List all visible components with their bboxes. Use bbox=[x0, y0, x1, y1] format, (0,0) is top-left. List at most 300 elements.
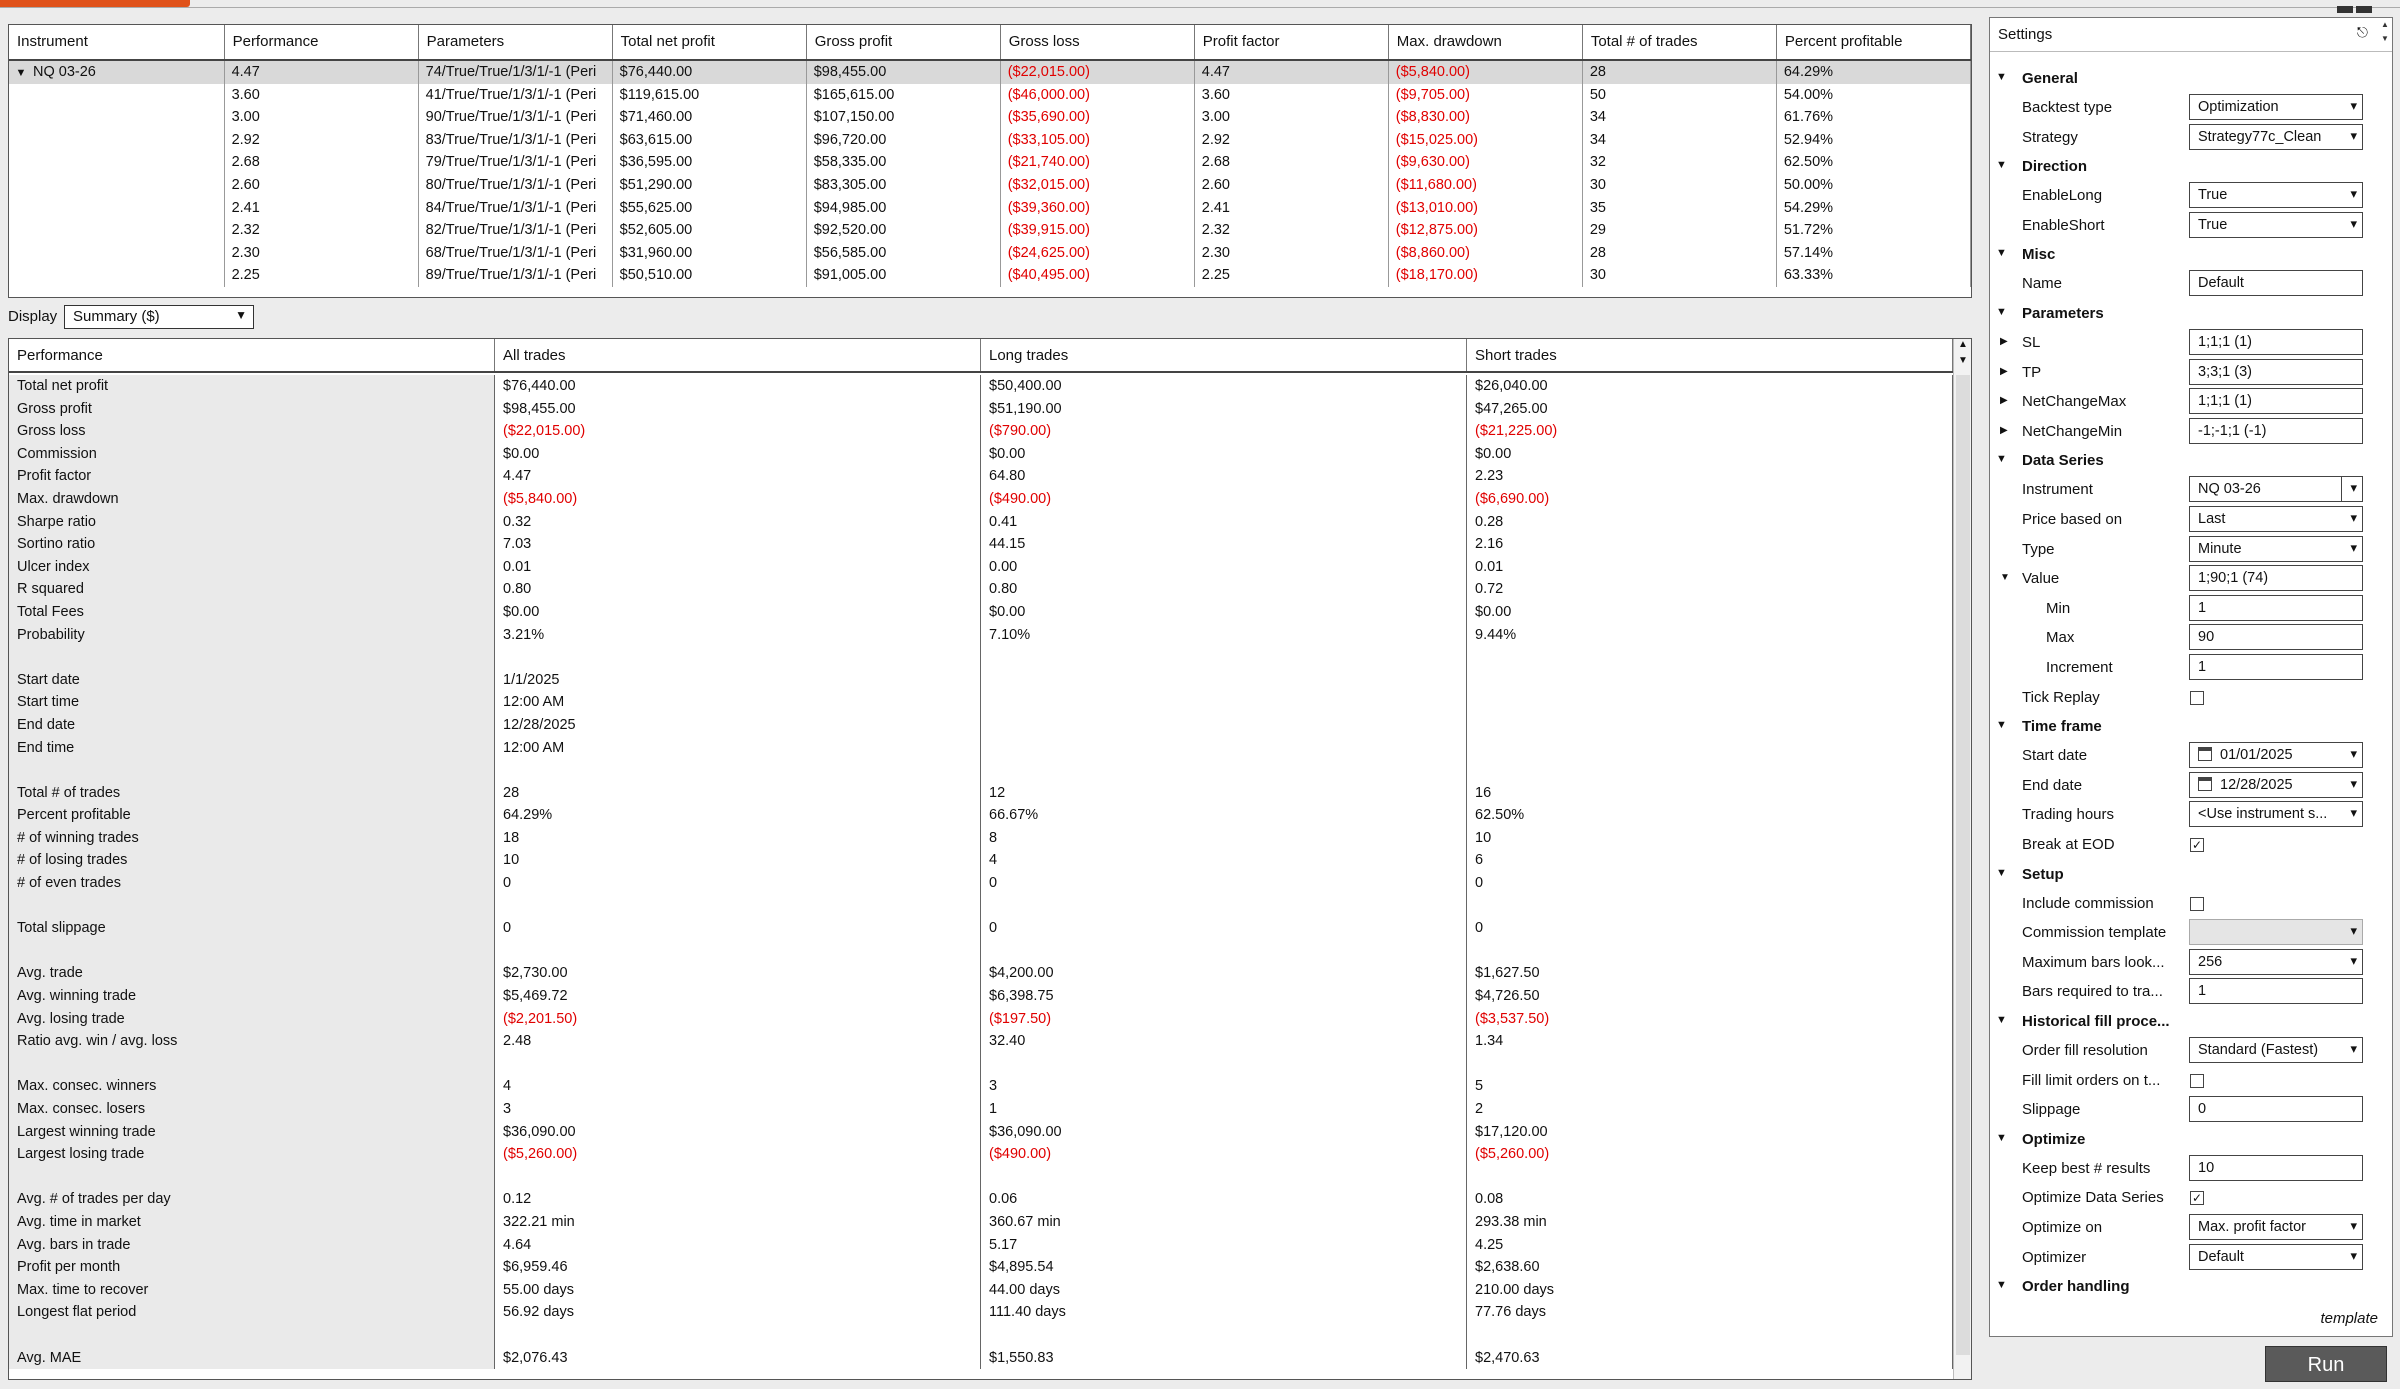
metric-value: 0 bbox=[1467, 872, 1953, 895]
close-icon[interactable] bbox=[2356, 6, 2372, 13]
results-header bbox=[9, 25, 1971, 61]
section-misc[interactable] bbox=[1990, 240, 2378, 270]
metric-label: # of losing trades bbox=[9, 849, 495, 872]
text-input[interactable] bbox=[2189, 388, 2363, 414]
metric-value: 1.34 bbox=[1467, 1030, 1953, 1053]
collapse-icon[interactable]: ▼ bbox=[1996, 453, 2007, 466]
collapse-icon[interactable]: ▼ bbox=[1996, 719, 2007, 732]
chevron-down-icon[interactable]: ▾ bbox=[2350, 480, 2357, 496]
summary-row bbox=[9, 782, 1953, 805]
column-header-3[interactable]: Total net profit bbox=[613, 25, 807, 59]
metric-value bbox=[981, 895, 1467, 918]
metric-label: Commission bbox=[9, 443, 495, 466]
table-cell: 84/True/True/1/3/1/-1 (Peri bbox=[419, 197, 613, 220]
checkbox[interactable] bbox=[2190, 1074, 2204, 1088]
chevron-down-icon[interactable]: ▾ bbox=[2350, 1247, 2357, 1263]
text-input[interactable] bbox=[2189, 418, 2363, 444]
dropdown[interactable] bbox=[2189, 1214, 2363, 1240]
setting-row bbox=[1990, 358, 2378, 388]
optimization-results-grid bbox=[8, 24, 1972, 298]
metric-value bbox=[495, 895, 981, 918]
metric-value bbox=[1467, 895, 1953, 918]
metric-value: $6,959.46 bbox=[495, 1256, 981, 1279]
chevron-down-icon[interactable]: ▾ bbox=[2350, 539, 2357, 555]
checkbox[interactable] bbox=[2190, 897, 2204, 911]
metric-value bbox=[1467, 1324, 1953, 1347]
dropdown[interactable] bbox=[2189, 182, 2363, 208]
metric-value bbox=[981, 759, 1467, 782]
table-cell: $98,455.00 bbox=[807, 61, 1001, 84]
metric-value: $2,470.63 bbox=[1467, 1347, 1953, 1370]
setting-label: SL bbox=[2022, 334, 2041, 351]
summary-row bbox=[9, 1008, 1953, 1031]
metric-value: 10 bbox=[1467, 827, 1953, 850]
metric-label: Sharpe ratio bbox=[9, 511, 495, 534]
section-general[interactable] bbox=[1990, 64, 2378, 94]
table-row[interactable] bbox=[9, 61, 1971, 84]
metric-value bbox=[981, 714, 1467, 737]
metric-value: 5 bbox=[1467, 1075, 1953, 1098]
metric-value: 0.06 bbox=[981, 1188, 1467, 1211]
metric-value: $2,638.60 bbox=[1467, 1256, 1953, 1279]
divider bbox=[2341, 477, 2342, 501]
text-input[interactable] bbox=[2189, 595, 2363, 621]
calendar-icon[interactable] bbox=[2198, 747, 2212, 761]
chevron-down-icon[interactable]: ▾ bbox=[2350, 923, 2357, 939]
metric-value: $0.00 bbox=[981, 601, 1467, 624]
section-label: Misc bbox=[2022, 246, 2056, 264]
section-setup[interactable] bbox=[1990, 860, 2378, 890]
table-cell: 3.00 bbox=[1195, 106, 1389, 129]
column-header-8[interactable]: Total # of trades bbox=[1583, 25, 1777, 59]
template-label: template bbox=[2320, 1310, 2378, 1327]
metric-label: End date bbox=[9, 714, 495, 737]
setting-row bbox=[1990, 417, 2378, 447]
control-value: Last bbox=[2198, 511, 2226, 527]
metric-label: # of even trades bbox=[9, 872, 495, 895]
table-cell: 50 bbox=[1583, 84, 1777, 107]
table-cell: 2.25 bbox=[1195, 264, 1389, 287]
control-value: 1 bbox=[2198, 659, 2207, 675]
metric-value: 4 bbox=[495, 1075, 981, 1098]
metric-value: $4,895.54 bbox=[981, 1256, 1467, 1279]
summary-row bbox=[9, 1121, 1953, 1144]
setting-label: Maximum bars look... bbox=[2022, 953, 2165, 971]
chevron-down-icon[interactable]: ▾ bbox=[2350, 127, 2357, 143]
settings-scroll-icon[interactable]: ▲ ▼ bbox=[2381, 20, 2389, 43]
table-row[interactable] bbox=[9, 264, 1971, 287]
collapse-icon[interactable]: ▼ bbox=[1996, 1014, 2007, 1026]
setting-row bbox=[1990, 1183, 2378, 1213]
summary-row bbox=[9, 1053, 1953, 1076]
summary-body bbox=[9, 375, 1953, 1369]
table-cell: 2.60 bbox=[1195, 174, 1389, 197]
scroll-thumb[interactable] bbox=[1956, 375, 1970, 1355]
table-cell: $56,585.00 bbox=[807, 242, 1001, 265]
metric-value: 0 bbox=[495, 872, 981, 895]
dropdown[interactable] bbox=[2189, 536, 2363, 562]
table-cell: 54.29% bbox=[1777, 197, 1971, 220]
table-cell: 57.14% bbox=[1777, 242, 1971, 265]
table-cell: 35 bbox=[1583, 197, 1777, 220]
setting-row bbox=[1990, 211, 2378, 241]
setting-row bbox=[1990, 505, 2378, 535]
table-cell: 89/True/True/1/3/1/-1 (Peri bbox=[419, 264, 613, 287]
table-cell: 74/True/True/1/3/1/-1 (Peri bbox=[419, 61, 613, 84]
control-value: 1 bbox=[2198, 983, 2207, 1000]
table-row[interactable] bbox=[9, 151, 1971, 174]
metric-label: Ulcer index bbox=[9, 556, 495, 579]
table-cell: $51,290.00 bbox=[613, 174, 807, 197]
control-value: 1;1;1 (1) bbox=[2198, 393, 2252, 410]
setting-label: NetChangeMin bbox=[2022, 422, 2123, 440]
scroll-up-icon[interactable]: ▲ bbox=[1958, 339, 1968, 350]
metric-value bbox=[495, 1053, 981, 1076]
metric-value bbox=[981, 1324, 1467, 1347]
table-cell: ($32,015.00) bbox=[1001, 174, 1195, 197]
summary-row bbox=[9, 1211, 1953, 1234]
dropdown[interactable] bbox=[2189, 772, 2363, 798]
table-cell: 2.30 bbox=[1195, 242, 1389, 265]
setting-label: Instrument bbox=[2022, 481, 2093, 499]
summary-column-0[interactable]: Performance bbox=[9, 339, 495, 371]
dropdown[interactable] bbox=[2189, 124, 2363, 150]
metric-label: R squared bbox=[9, 578, 495, 601]
metric-value: $36,090.00 bbox=[495, 1121, 981, 1144]
table-cell: 30 bbox=[1583, 264, 1777, 287]
column-header-4[interactable]: Gross profit bbox=[807, 25, 1001, 59]
table-cell: $63,615.00 bbox=[613, 129, 807, 152]
column-header-1[interactable]: Performance bbox=[225, 25, 419, 59]
table-cell: $83,305.00 bbox=[807, 174, 1001, 197]
table-row[interactable] bbox=[9, 242, 1971, 265]
metric-label: End time bbox=[9, 737, 495, 760]
checkbox[interactable] bbox=[2190, 691, 2204, 705]
setting-label: Slippage bbox=[2022, 1101, 2081, 1119]
table-cell: 3.00 bbox=[225, 106, 419, 129]
collapse-icon[interactable]: ▼ bbox=[1996, 71, 2007, 83]
metric-value bbox=[495, 1324, 981, 1347]
window-controls[interactable] bbox=[2334, 0, 2394, 7]
table-cell: 4.47 bbox=[225, 61, 419, 84]
metric-label bbox=[9, 1324, 495, 1347]
setting-row bbox=[1990, 683, 2378, 713]
metric-label: Profit per month bbox=[9, 1256, 495, 1279]
table-cell: 2.68 bbox=[1195, 151, 1389, 174]
table-row[interactable] bbox=[9, 219, 1971, 242]
table-cell bbox=[9, 197, 225, 220]
column-header-0[interactable]: Instrument bbox=[9, 25, 225, 59]
minimize-icon[interactable] bbox=[2337, 6, 2353, 13]
metric-value: 111.40 days bbox=[981, 1301, 1467, 1324]
metric-value bbox=[495, 646, 981, 669]
setting-label: Name bbox=[2022, 275, 2063, 293]
dropdown[interactable] bbox=[2189, 949, 2363, 975]
setting-row bbox=[1990, 741, 2378, 771]
summary-row bbox=[9, 1098, 1953, 1121]
dropdown[interactable] bbox=[2189, 476, 2363, 502]
metric-value: 2.16 bbox=[1467, 533, 1953, 556]
table-cell: ($9,630.00) bbox=[1389, 151, 1583, 174]
table-cell: $58,335.00 bbox=[807, 151, 1001, 174]
metric-value: ($790.00) bbox=[981, 420, 1467, 443]
section-order-handling[interactable] bbox=[1990, 1272, 2378, 1302]
column-header-6[interactable]: Profit factor bbox=[1195, 25, 1389, 59]
dropdown[interactable] bbox=[2189, 801, 2363, 827]
setting-row bbox=[1990, 1154, 2378, 1184]
collapse-icon[interactable]: ▼ bbox=[1996, 866, 2007, 879]
table-row[interactable] bbox=[9, 197, 1971, 220]
metric-value: $4,200.00 bbox=[981, 962, 1467, 985]
text-input[interactable] bbox=[2189, 1155, 2363, 1181]
setting-label: Break at EOD bbox=[2022, 836, 2115, 853]
table-cell: ($5,840.00) bbox=[1389, 61, 1583, 84]
column-header-5[interactable]: Gross loss bbox=[1001, 25, 1195, 59]
text-input[interactable] bbox=[2189, 329, 2363, 355]
metric-value: ($3,537.50) bbox=[1467, 1008, 1953, 1031]
metric-value bbox=[1467, 940, 1953, 963]
table-cell: 2.32 bbox=[225, 219, 419, 242]
table-cell: 50.00% bbox=[1777, 174, 1971, 197]
chevron-down-icon[interactable]: ▾ bbox=[2350, 746, 2357, 762]
metric-value: 77.76 days bbox=[1467, 1301, 1953, 1324]
section-time-frame[interactable] bbox=[1990, 712, 2378, 742]
setting-row bbox=[1990, 1213, 2378, 1243]
table-cell: ($39,915.00) bbox=[1001, 219, 1195, 242]
table-cell: $165,615.00 bbox=[807, 84, 1001, 107]
metric-value: $0.00 bbox=[495, 601, 981, 624]
setting-label: Backtest type bbox=[2022, 99, 2113, 116]
section-label: Setup bbox=[2022, 865, 2064, 883]
scroll-down-icon[interactable]: ▼ bbox=[1958, 355, 1968, 366]
summary-column-2[interactable]: Long trades bbox=[981, 339, 1467, 371]
collapse-icon[interactable]: ▼ bbox=[1996, 1131, 2007, 1144]
metric-value: $98,455.00 bbox=[495, 398, 981, 421]
summary-row bbox=[9, 1143, 1953, 1166]
metric-label bbox=[9, 895, 495, 918]
metric-value bbox=[1467, 737, 1953, 760]
summary-column-1[interactable]: All trades bbox=[495, 339, 981, 371]
section-historical-fill-proce-[interactable] bbox=[1990, 1007, 2378, 1037]
display-select[interactable] bbox=[64, 305, 254, 329]
table-cell: 54.00% bbox=[1777, 84, 1971, 107]
control-value: 256 bbox=[2198, 953, 2223, 970]
table-row[interactable] bbox=[9, 106, 1971, 129]
metric-label: Gross loss bbox=[9, 420, 495, 443]
summary-row bbox=[9, 737, 1953, 760]
table-cell: $92,520.00 bbox=[807, 219, 1001, 242]
setting-row bbox=[1990, 564, 2378, 594]
metric-value: 10 bbox=[495, 849, 981, 872]
table-cell: 32 bbox=[1583, 151, 1777, 174]
section-optimize[interactable] bbox=[1990, 1125, 2378, 1155]
table-cell bbox=[9, 84, 225, 107]
metric-value: 4.25 bbox=[1467, 1234, 1953, 1257]
metric-value: ($22,015.00) bbox=[495, 420, 981, 443]
text-input[interactable] bbox=[2189, 978, 2363, 1004]
checkbox[interactable]: ✓ bbox=[2191, 1191, 2203, 1206]
section-label: Order handling bbox=[2022, 1278, 2130, 1296]
setting-row bbox=[1990, 653, 2378, 683]
summary-column-3[interactable]: Short trades bbox=[1467, 339, 1953, 371]
column-header-9[interactable]: Percent profitable bbox=[1777, 25, 1971, 59]
setting-row bbox=[1990, 387, 2378, 417]
metric-value: 322.21 min bbox=[495, 1211, 981, 1234]
text-input[interactable] bbox=[2189, 1096, 2363, 1122]
control-value: Optimization bbox=[2198, 99, 2279, 115]
section-parameters[interactable] bbox=[1990, 299, 2378, 329]
metric-value: 7.03 bbox=[495, 533, 981, 556]
column-header-2[interactable]: Parameters bbox=[419, 25, 613, 59]
summary-row bbox=[9, 804, 1953, 827]
control-value: 1 bbox=[2198, 599, 2207, 616]
setting-row bbox=[1990, 93, 2378, 123]
metric-value: 0.28 bbox=[1467, 511, 1953, 534]
metric-value: 0.32 bbox=[495, 511, 981, 534]
dropdown[interactable] bbox=[2189, 1244, 2363, 1270]
table-cell: 2.92 bbox=[225, 129, 419, 152]
chevron-down-icon[interactable]: ▾ bbox=[2350, 510, 2357, 525]
settings-panel bbox=[1989, 17, 2393, 1337]
metric-label: Total Fees bbox=[9, 601, 495, 624]
chevron-down-icon[interactable]: ▾ bbox=[2350, 805, 2357, 821]
table-cell: ($21,740.00) bbox=[1001, 151, 1195, 174]
dropdown[interactable] bbox=[2189, 742, 2363, 768]
collapse-icon[interactable]: ▼ bbox=[1996, 1279, 2007, 1292]
text-input[interactable] bbox=[2189, 359, 2363, 385]
table-cell: 2.30 bbox=[225, 242, 419, 265]
metric-value: 44.15 bbox=[981, 533, 1467, 556]
metric-label: Ratio avg. win / avg. loss bbox=[9, 1030, 495, 1053]
summary-row bbox=[9, 398, 1953, 421]
metric-label: Max. drawdown bbox=[9, 488, 495, 511]
chevron-down-icon[interactable]: ▾ bbox=[2350, 775, 2357, 791]
calendar-icon[interactable] bbox=[2198, 777, 2212, 791]
metric-value: ($2,201.50) bbox=[495, 1008, 981, 1031]
pin-icon[interactable]: ⎋ bbox=[2356, 24, 2368, 40]
section-direction[interactable] bbox=[1990, 152, 2378, 182]
expand-icon[interactable]: ▶ bbox=[2000, 365, 2008, 377]
collapse-icon[interactable]: ▼ bbox=[2000, 572, 2010, 584]
chevron-down-icon[interactable]: ▾ bbox=[2350, 1218, 2357, 1233]
metric-value: ($5,840.00) bbox=[495, 488, 981, 511]
dropdown[interactable] bbox=[2189, 94, 2363, 120]
table-cell: ($9,705.00) bbox=[1389, 84, 1583, 107]
metric-value bbox=[981, 1166, 1467, 1189]
metric-value: 0 bbox=[495, 917, 981, 940]
table-cell: $31,960.00 bbox=[613, 242, 807, 265]
setting-row bbox=[1990, 475, 2378, 505]
chevron-down-icon[interactable]: ▾ bbox=[2350, 186, 2357, 202]
text-input[interactable] bbox=[2189, 654, 2363, 680]
control-value: NQ 03-26 bbox=[2198, 481, 2261, 498]
metric-value bbox=[1467, 1053, 1953, 1076]
metric-value: 0.80 bbox=[495, 578, 981, 601]
dropdown[interactable] bbox=[2189, 212, 2363, 238]
chevron-down-icon[interactable]: ▾ bbox=[2350, 215, 2357, 231]
summary-row bbox=[9, 691, 1953, 714]
table-row[interactable] bbox=[9, 129, 1971, 152]
table-cell: 4.47 bbox=[1195, 61, 1389, 84]
summary-table bbox=[8, 338, 1972, 1380]
collapse-icon[interactable]: ▼ bbox=[1996, 159, 2007, 172]
chevron-down-icon[interactable]: ▾ bbox=[2350, 1041, 2357, 1056]
metric-value: 7.10% bbox=[981, 624, 1467, 647]
metric-value: $76,440.00 bbox=[495, 375, 981, 398]
metric-value: 55.00 days bbox=[495, 1279, 981, 1302]
setting-row bbox=[1990, 918, 2378, 948]
metric-label: Total net profit bbox=[9, 375, 495, 398]
text-input[interactable] bbox=[2189, 624, 2363, 650]
table-row[interactable] bbox=[9, 84, 1971, 107]
metric-label: Avg. time in market bbox=[9, 1211, 495, 1234]
expand-arrow-icon[interactable]: ▼ bbox=[15, 67, 27, 79]
table-cell: 3.60 bbox=[225, 84, 419, 107]
chevron-down-icon[interactable]: ▾ bbox=[2350, 952, 2357, 968]
table-cell: $50,510.00 bbox=[613, 264, 807, 287]
dropdown[interactable] bbox=[2189, 506, 2363, 532]
column-header-7[interactable]: Max. drawdown bbox=[1389, 25, 1583, 59]
table-row[interactable] bbox=[9, 174, 1971, 197]
setting-label: Keep best # results bbox=[2022, 1159, 2151, 1177]
summary-row bbox=[9, 601, 1953, 624]
setting-row bbox=[1990, 948, 2378, 978]
table-cell: $71,460.00 bbox=[613, 106, 807, 129]
setting-label: Include commission bbox=[2022, 894, 2154, 912]
control-value: <Use instrument s... bbox=[2198, 806, 2328, 823]
setting-label: EnableShort bbox=[2022, 216, 2105, 234]
summary-row bbox=[9, 1301, 1953, 1324]
metric-value: ($5,260.00) bbox=[1467, 1143, 1953, 1166]
metric-label: Max. consec. winners bbox=[9, 1075, 495, 1098]
expand-icon[interactable]: ▶ bbox=[2000, 336, 2008, 347]
table-cell: 29 bbox=[1583, 219, 1777, 242]
run-button[interactable]: Run bbox=[2265, 1346, 2387, 1382]
setting-row bbox=[1990, 1243, 2378, 1273]
metric-value: $1,627.50 bbox=[1467, 962, 1953, 985]
metric-value bbox=[1467, 759, 1953, 782]
dropdown[interactable] bbox=[2189, 1037, 2363, 1063]
instrument-label: NQ 03-26 bbox=[33, 64, 96, 80]
metric-value: 56.92 days bbox=[495, 1301, 981, 1324]
metric-value: 5.17 bbox=[981, 1234, 1467, 1257]
table-cell: 80/True/True/1/3/1/-1 (Peri bbox=[419, 174, 613, 197]
collapse-icon[interactable]: ▼ bbox=[1996, 247, 2007, 260]
expand-icon[interactable]: ▶ bbox=[2000, 424, 2008, 436]
metric-value: 66.67% bbox=[981, 804, 1467, 827]
metric-value: 2 bbox=[1467, 1098, 1953, 1121]
text-input[interactable] bbox=[2189, 565, 2363, 591]
chevron-down-icon[interactable]: ▾ bbox=[2350, 98, 2357, 113]
metric-value: 12/28/2025 bbox=[495, 714, 981, 737]
checkbox[interactable]: ✓ bbox=[2191, 838, 2203, 852]
metric-label: # of winning trades bbox=[9, 827, 495, 850]
top-divider bbox=[0, 7, 2400, 8]
window-title-tab[interactable] bbox=[0, 0, 190, 7]
control-value: 10 bbox=[2198, 1159, 2215, 1176]
expand-icon[interactable]: ▶ bbox=[2000, 395, 2008, 407]
summary-row bbox=[9, 1166, 1953, 1189]
metric-value: 6 bbox=[1467, 849, 1953, 872]
text-input[interactable] bbox=[2189, 270, 2363, 296]
metric-value bbox=[1467, 669, 1953, 692]
metric-value: 1/1/2025 bbox=[495, 669, 981, 692]
summary-scrollbar[interactable] bbox=[1953, 339, 1971, 1379]
section-data-series[interactable] bbox=[1990, 446, 2378, 476]
table-cell: 64.29% bbox=[1777, 61, 1971, 84]
collapse-icon[interactable]: ▼ bbox=[1996, 306, 2007, 318]
metric-value: 0.12 bbox=[495, 1188, 981, 1211]
